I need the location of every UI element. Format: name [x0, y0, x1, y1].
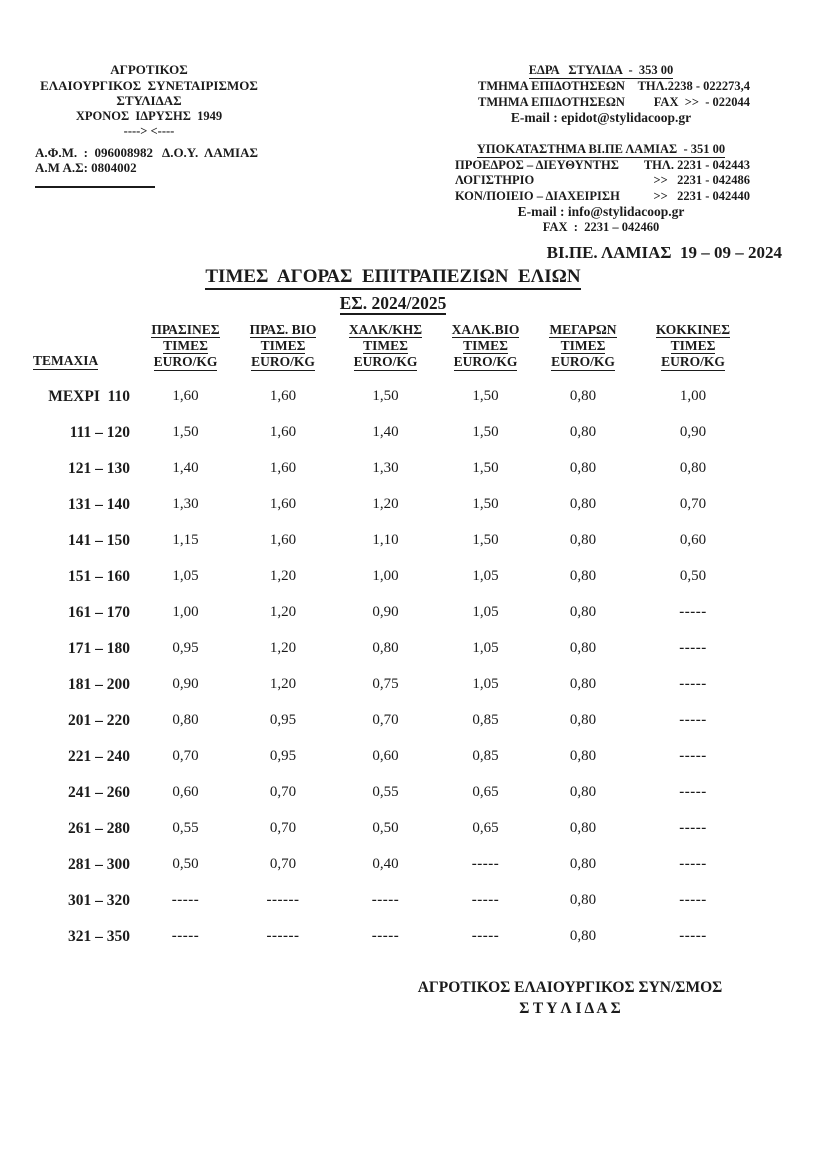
branch-contact-label: ΛΟΓΙΣΤΗΡΙΟ [455, 173, 535, 188]
no-price-cell: ------ [266, 892, 300, 909]
table-row [33, 523, 753, 559]
price-cell: 1,50 [472, 460, 499, 477]
price-cell: 0,65 [472, 820, 499, 837]
no-price-cell: ----- [679, 856, 707, 873]
table-row [33, 775, 753, 811]
price-cell: 1,60 [269, 424, 297, 441]
price-cell: 0,70 [269, 856, 297, 873]
price-cell: 1,05 [472, 640, 499, 657]
price-cell: 0,90 [172, 676, 199, 693]
column-header-temaxia: ΤΕΜΑΧΙΑ [33, 353, 99, 369]
price-cell: 1,00 [172, 604, 199, 621]
price-cell: 0,95 [269, 712, 297, 729]
price-cell: 0,60 [172, 784, 199, 801]
price-cell: 1,05 [472, 676, 499, 693]
price-cell: 1,50 [472, 496, 499, 513]
price-cell: 0,95 [269, 748, 297, 765]
column-header-3: ΧΑΛΚ/ΚΗΣ ΤΙΜΕΣ EURO/KG [348, 322, 423, 370]
table-header-row [33, 322, 753, 371]
no-price-cell: ------ [266, 928, 300, 945]
table-row [33, 739, 753, 775]
price-cell: 0,80 [569, 856, 597, 873]
price-cell: 0,80 [679, 460, 707, 477]
branch-title: ΥΠΟΚΑΤΑΣΤΗΜΑ ΒΙ.ΠΕ ΛΑΜΙΑΣ - 351 00 [452, 142, 750, 158]
row-label: 241 – 260 [68, 783, 130, 801]
row-label: 201 – 220 [68, 711, 130, 729]
branch-email: E-mail : info@stylidacoop.gr [517, 204, 685, 220]
table-row [33, 379, 753, 415]
table-row [33, 559, 753, 595]
column-header-2: ΠΡΑΣ. ΒΙΟ ΤΙΜΕΣ EURO/KG [249, 322, 317, 370]
no-price-cell: ----- [171, 928, 200, 945]
hq-contact-label: ΤΜΗΜΑ ΕΠΙΔΟΤΗΣΕΩΝ [478, 94, 625, 109]
table-row [33, 667, 753, 703]
signature-line1: ΑΓΡΟΤΙΚΟΣ ΕΛΑΙΟΥΡΓΙΚΟΣ ΣΥΝ/ΣΜΟΣ [417, 979, 723, 996]
branch-contact-label: ΚΟΝ/ΠΟΙΕΙΟ – ΔΙΑΧΕΙΡΙΣΗ [455, 188, 620, 203]
row-label: 141 – 150 [68, 531, 130, 549]
document-title [8, 266, 778, 315]
price-cell: 0,90 [679, 424, 707, 441]
table-row [33, 919, 753, 955]
table-body [33, 379, 753, 955]
signature-block [400, 977, 740, 1019]
price-cell: 0,80 [172, 712, 199, 729]
column-header-5: ΜΕΓΑΡΩΝ ΤΙΜΕΣ EURO/KG [549, 322, 617, 370]
row-label: 181 – 200 [68, 675, 130, 693]
hq-title: ΕΔΡΑ ΣΤΥΛΙΔΑ - 353 00 [452, 63, 750, 79]
branch-contact-value: ΤΗΛ. 2231 - 042443 [643, 157, 750, 172]
price-cell: 1,40 [172, 460, 199, 477]
price-cell: 0,60 [679, 532, 707, 549]
table-row [33, 703, 753, 739]
row-label: 121 – 130 [68, 459, 130, 477]
price-cell: 0,80 [569, 568, 597, 585]
price-cell: 1,05 [472, 568, 499, 585]
price-cell: 0,80 [372, 640, 399, 657]
table-row [33, 883, 753, 919]
price-cell: 0,70 [172, 748, 199, 765]
arrows-decoration: ----> <---- [123, 124, 175, 138]
price-cell: 1,50 [472, 532, 499, 549]
price-cell: 0,65 [472, 784, 499, 801]
price-cell: 1,60 [172, 388, 199, 405]
price-cell: 1,60 [269, 532, 297, 549]
price-cell: 1,20 [269, 640, 297, 657]
price-cell: 1,15 [172, 532, 199, 549]
no-price-cell: ----- [471, 928, 500, 945]
row-label: 131 – 140 [68, 495, 130, 513]
branch-contact-value: >> 2231 - 042486 [653, 173, 750, 188]
price-cell: 0,80 [569, 748, 597, 765]
row-label: ΜΕΧΡΙ 110 [48, 387, 130, 405]
row-label: 261 – 280 [68, 819, 130, 837]
price-cell: 0,80 [569, 604, 597, 621]
price-cell: 1,60 [269, 496, 297, 513]
price-cell: 1,60 [269, 388, 297, 405]
price-cell: 1,00 [372, 568, 399, 585]
column-header-1: ΠΡΑΣΙΝΕΣ ΤΙΜΕΣ EURO/KG [151, 322, 220, 370]
price-cell: 1,20 [372, 496, 399, 513]
hq-contact-value: FAX >> - 022044 [653, 94, 750, 109]
row-label: 301 – 320 [68, 891, 130, 909]
price-cell: 0,70 [372, 712, 399, 729]
price-cell: 0,75 [372, 676, 399, 693]
price-cell: 0,50 [679, 568, 707, 585]
no-price-cell: ----- [679, 892, 707, 909]
price-cell: 1,30 [372, 460, 399, 477]
branch-contact-row [452, 158, 750, 174]
branch-contact-value: >> 2231 - 042440 [653, 188, 750, 203]
hq-contact-value: ΤΗΛ.2238 - 022273,4 [637, 79, 750, 94]
price-cell: 0,80 [569, 784, 597, 801]
divider-line [35, 186, 155, 188]
hq-contact-row [452, 79, 750, 95]
price-cell: 0,55 [172, 820, 199, 837]
coop-name-line2: ΕΛΑΙΟΥΡΓΙΚΟΣ ΣΥΝΕΤΑΙΡΙΣΜΟΣ [40, 77, 258, 93]
registry-line: Α.Μ Α.Σ: 0804002 [35, 160, 137, 175]
price-cell: 0,50 [372, 820, 399, 837]
price-cell: 0,80 [569, 388, 597, 405]
afm-line: Α.Φ.Μ. : 096008982 Δ.Ο.Υ. ΛΑΜΙΑΣ [35, 144, 258, 160]
price-cell: 0,70 [269, 784, 297, 801]
price-cell: 1,30 [172, 496, 199, 513]
price-cell: 0,80 [569, 532, 597, 549]
price-cell: 0,80 [569, 892, 597, 909]
table-row [33, 415, 753, 451]
price-cell: 1,20 [269, 604, 297, 621]
date-line: ΒΙ.ΠΕ. ΛΑΜΙΑΣ 19 – 09 – 2024 [546, 243, 782, 262]
coop-name-line3: ΣΤΥΛΙΔΑΣ [116, 93, 182, 108]
coop-contact-block [452, 63, 750, 235]
title-line1: ΤΙΜΕΣ ΑΓΟΡΑΣ ΕΠΙΤΡΑΠΕΖΙΩΝ ΕΛΙΩΝ [8, 266, 778, 290]
row-label: 321 – 350 [68, 927, 130, 945]
no-price-cell: ----- [679, 748, 707, 765]
column-header-6: ΚΟΚΚΙΝΕΣ ΤΙΜΕΣ EURO/KG [655, 322, 731, 370]
no-price-cell: ----- [471, 856, 500, 873]
hq-contact-row [452, 95, 750, 111]
table-row [33, 631, 753, 667]
no-price-cell: ----- [679, 604, 707, 621]
table-row [33, 451, 753, 487]
table-row [33, 847, 753, 883]
branch-fax: FAX : 2231 – 042460 [542, 219, 660, 234]
column-header-4: ΧΑΛΚ.ΒΙΟ ΤΙΜΕΣ EURO/KG [451, 322, 520, 370]
branch-contact-row [452, 189, 750, 205]
hq-contact-label: ΤΜΗΜΑ ΕΠΙΔΟΤΗΣΕΩΝ [478, 79, 625, 94]
row-label: 171 – 180 [68, 639, 130, 657]
price-cell: 1,20 [269, 568, 297, 585]
table-row [33, 487, 753, 523]
no-price-cell: ----- [371, 892, 400, 909]
price-cell: 0,80 [569, 712, 597, 729]
price-cell: 0,80 [569, 460, 597, 477]
title-line2: ΕΣ. 2024/2025 [8, 293, 778, 315]
no-price-cell: ----- [679, 928, 707, 945]
price-cell: 1,20 [269, 676, 297, 693]
table-row [33, 811, 753, 847]
coop-name-line1: ΑΓΡΟΤΙΚΟΣ [110, 62, 188, 77]
price-cell: 0,85 [472, 748, 499, 765]
branch-contact-label: ΠΡΟΕΔΡΟΣ – ΔΙΕΥΘΥΝΤΗΣ [455, 157, 619, 172]
price-cell: 0,40 [372, 856, 399, 873]
price-cell: 1,00 [679, 388, 707, 405]
price-cell: 0,80 [569, 820, 597, 837]
price-cell: 1,50 [172, 424, 199, 441]
price-cell: 0,80 [569, 640, 597, 657]
no-price-cell: ----- [371, 928, 400, 945]
row-label: 151 – 160 [68, 567, 130, 585]
signature-line2: Σ Τ Υ Λ Ι Δ Α Σ [519, 1000, 621, 1017]
no-price-cell: ----- [679, 820, 707, 837]
no-price-cell: ----- [679, 712, 707, 729]
price-cell: 1,50 [472, 424, 499, 441]
price-cell: 1,10 [372, 532, 399, 549]
hq-email: E-mail : epidot@stylidacoop.gr [510, 110, 692, 126]
price-cell: 1,50 [472, 388, 499, 405]
no-price-cell: ----- [679, 784, 707, 801]
price-cell: 0,60 [372, 748, 399, 765]
price-cell: 1,60 [269, 460, 297, 477]
no-price-cell: ----- [679, 640, 707, 657]
price-cell: 0,80 [569, 676, 597, 693]
price-cell: 0,85 [472, 712, 499, 729]
price-cell: 0,95 [172, 640, 199, 657]
price-cell: 0,70 [679, 496, 707, 513]
row-label: 221 – 240 [68, 747, 130, 765]
price-table [33, 322, 753, 955]
price-cell: 1,50 [372, 388, 399, 405]
price-cell: 0,80 [569, 496, 597, 513]
row-label: 111 – 120 [69, 423, 130, 441]
row-label: 281 – 300 [68, 855, 130, 873]
no-price-cell: ----- [471, 892, 500, 909]
price-cell: 0,70 [269, 820, 297, 837]
row-label: 161 – 170 [68, 603, 130, 621]
price-cell: 1,05 [172, 568, 199, 585]
table-row [33, 595, 753, 631]
price-cell: 0,90 [372, 604, 399, 621]
price-cell: 0,50 [172, 856, 199, 873]
price-cell: 1,40 [372, 424, 399, 441]
price-cell: 0,55 [372, 784, 399, 801]
price-cell: 1,05 [472, 604, 499, 621]
price-cell: 0,80 [569, 424, 597, 441]
branch-contact-row [452, 173, 750, 189]
founded-line: ΧΡΟΝΟΣ ΙΔΡΥΣΗΣ 1949 [75, 108, 223, 123]
no-price-cell: ----- [171, 892, 200, 909]
price-cell: 0,80 [569, 928, 597, 945]
coop-identity-block [35, 62, 263, 188]
no-price-cell: ----- [679, 676, 707, 693]
